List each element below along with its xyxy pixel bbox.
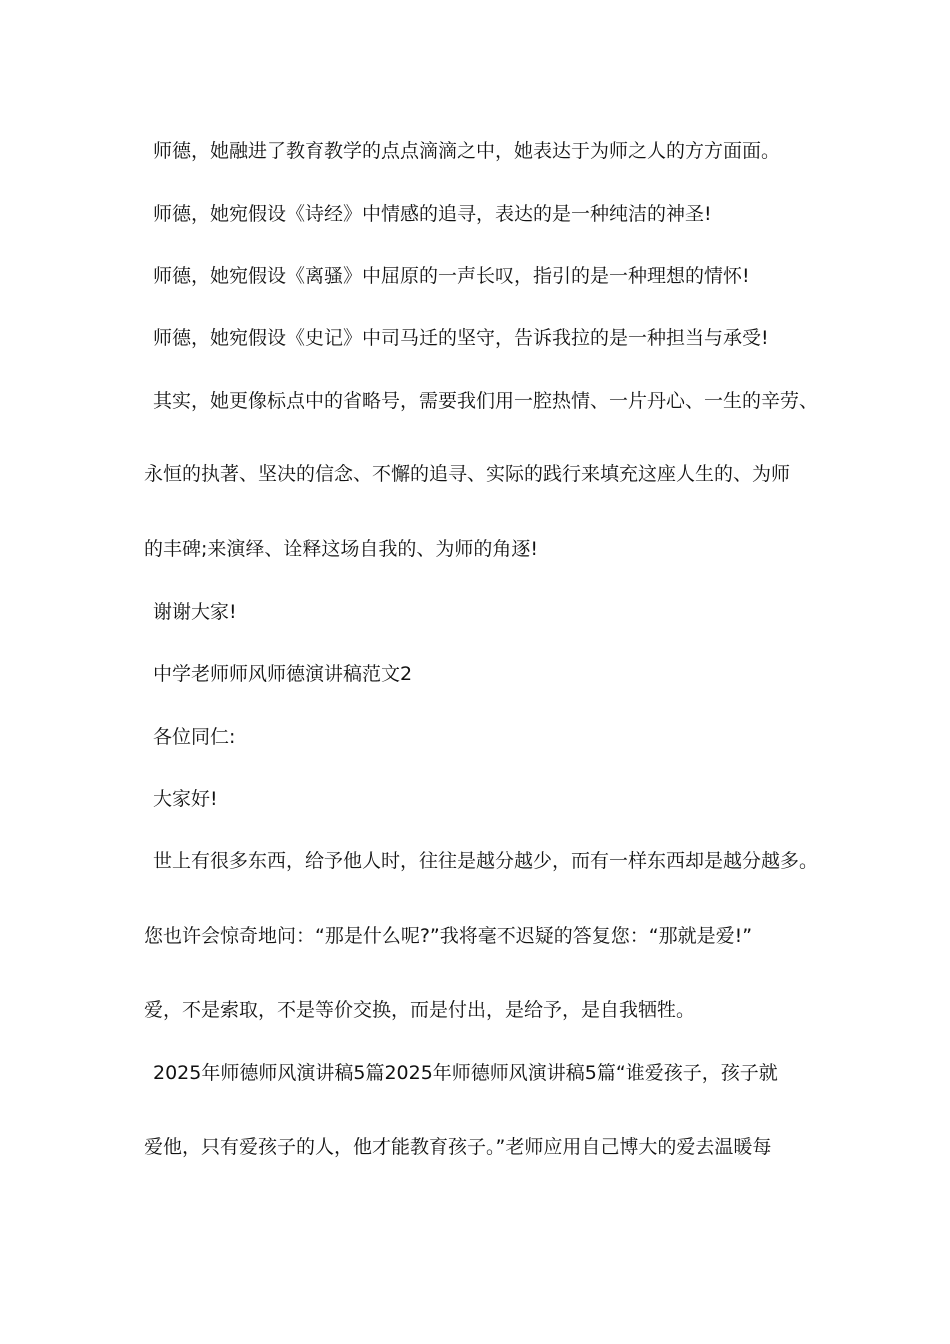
paragraph-line: 世上有很多东西，给予他人时，往往是越分越少，而有一样东西却是越分越多。 [153, 850, 819, 872]
paragraph-line: 师德，她融进了教育教学的点点滴滴之中，她表达于为师之人的方方面面。 [153, 140, 781, 162]
paragraph-line: 师德，她宛假设《史记》中司马迁的坚守，告诉我拉的是一种担当与承受! [153, 327, 769, 349]
paragraph-line: 爱，不是索取，不是等价交换，而是付出，是给予，是自我牺牲。 [144, 999, 696, 1021]
paragraph-line: 爱他，只有爱孩子的人，他才能教育孩子。”老师应用自己博大的爱去温暖每 [144, 1136, 772, 1158]
salutation-line: 各位同仁: [153, 726, 236, 748]
closing-line: 谢谢大家! [153, 601, 237, 623]
paragraph-line: 2025年师德师风演讲稿5篇2025年师德师风演讲稿5篇“谁爱孩子，孩子就 [153, 1062, 778, 1084]
section-title: 中学老师师风师德演讲稿范文2 [153, 663, 413, 685]
paragraph-line: 师德，她宛假设《诗经》中情感的追寻，表达的是一种纯洁的神圣! [153, 203, 712, 225]
paragraph-line: 其实，她更像标点中的省略号，需要我们用一腔热情、一片丹心、一生的辛劳、 [153, 390, 819, 412]
greeting-line: 大家好! [153, 788, 218, 810]
paragraph-line: 师德，她宛假设《离骚》中屈原的一声长叹，指引的是一种理想的情怀! [153, 265, 750, 287]
paragraph-line: 永恒的执著、坚决的信念、不懈的追寻、实际的践行来填充这座人生的、为师 [144, 463, 791, 485]
paragraph-line: 的丰碑;来演绎、诠释这场自我的、为师的角逐! [144, 538, 539, 560]
paragraph-line: 您也许会惊奇地问：“那是什么呢?”我将毫不迟疑的答复您：“那就是爱!” [144, 925, 753, 947]
